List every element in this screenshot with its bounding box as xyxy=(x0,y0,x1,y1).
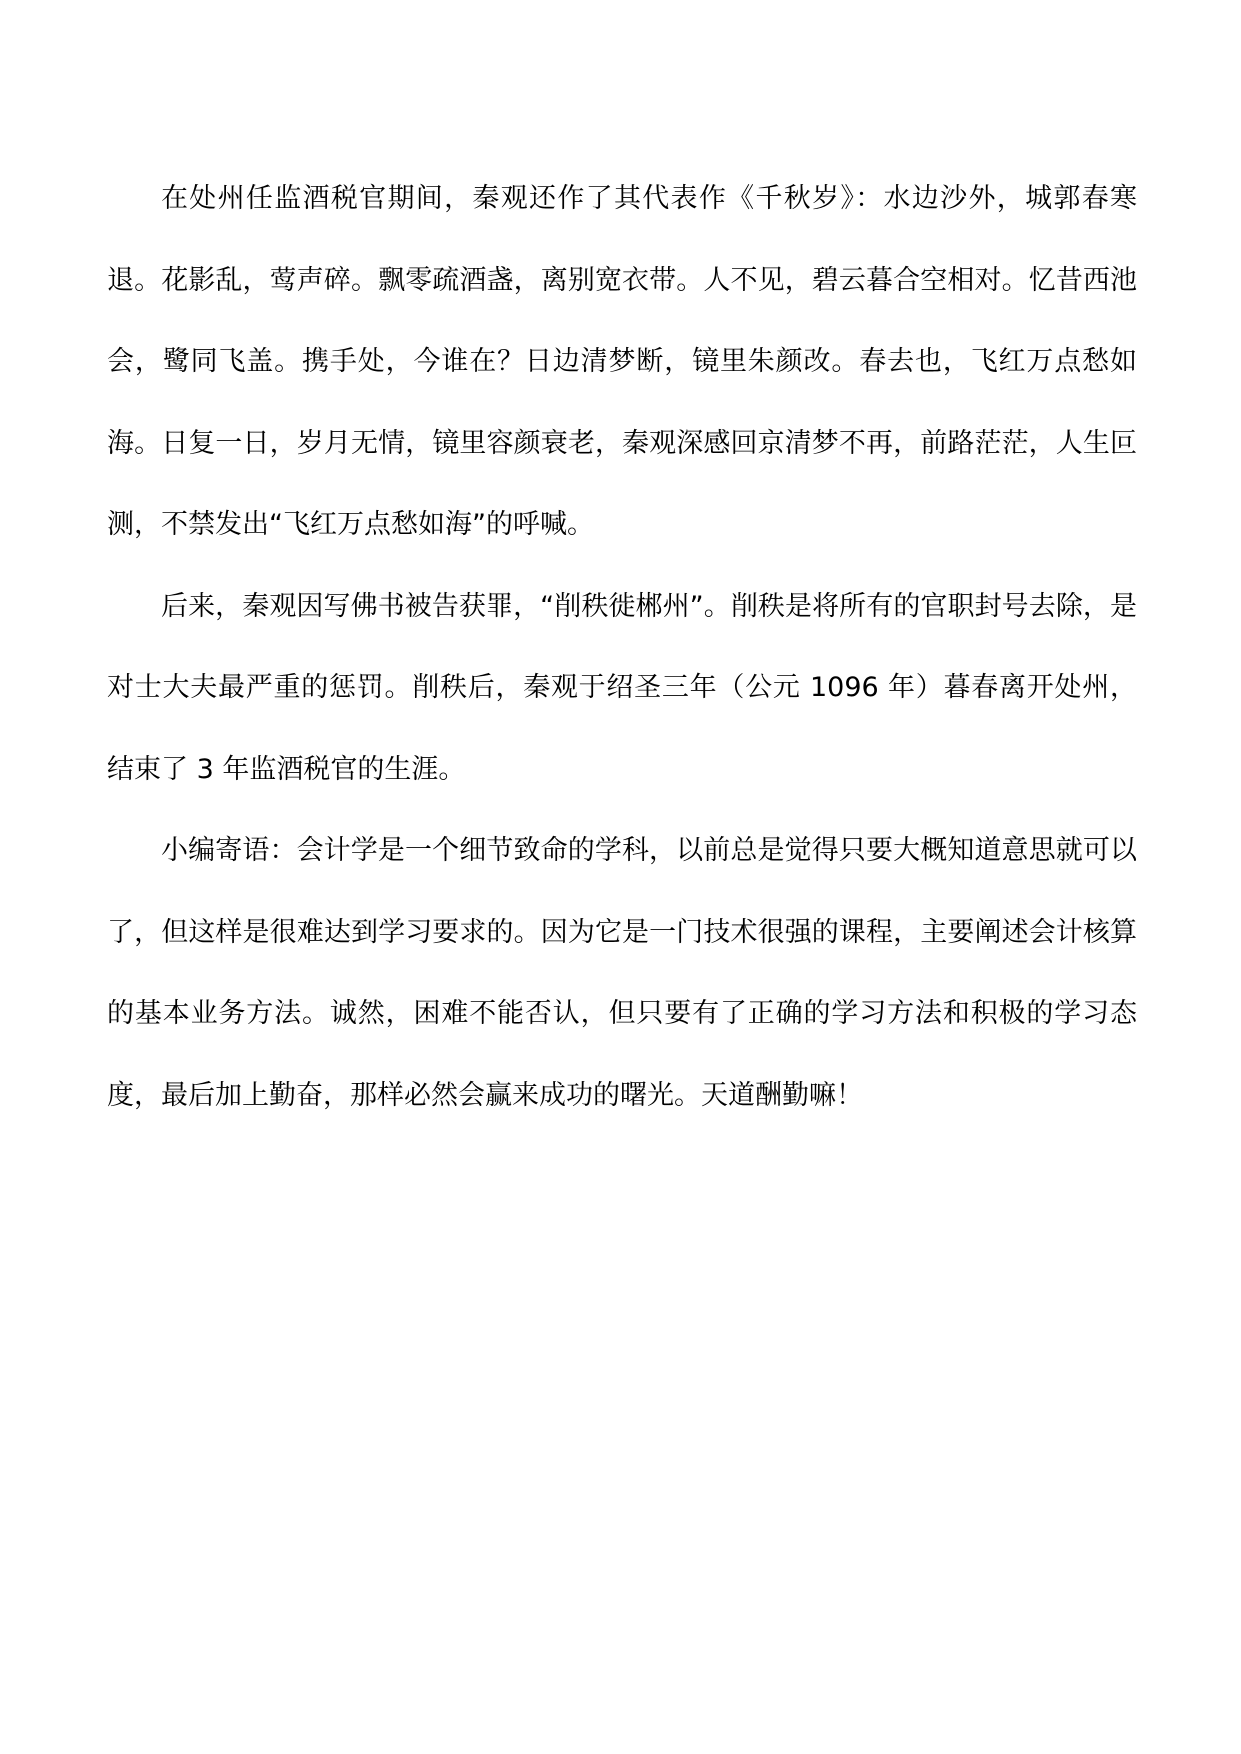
paragraph-editor-note: 小编寄语：会计学是一个细节致命的学科，以前总是觉得只要大概知道意思就可以了，但这样是很难达到学习要求的。因为它是一门技术很强的课程，主要阐述会计核算的基本业务方法。诚然，困难不能否认，但只要有了正确的学习方法和积极的学习态度，最后加上勤奋，那样必然会赢来成功的曙光。天道酬勤嘛！ xyxy=(107,835,1137,1111)
paragraph-qinguan-poem: 在处州任监酒税官期间，秦观还作了其代表作《千秋岁》：水边沙外，城郭春寒退。花影乱，莺声碎。飘零疏酒盏，离别宽衣带。人不见，碧云暮合空相对。忆昔西池会，鹭同飞盖。携手处，今谁在？日边清梦断，镜里朱颜改。春去也，飞红万点愁如海。日复一日，岁月无情，镜里容颜衰老，秦观深感回京清梦不再，前路茫茫，人生叵测，不禁发出“飞红万点愁如海”的呼喊。 xyxy=(107,183,1137,540)
document-body xyxy=(107,158,1137,1136)
paragraph-qinguan-demotion: 后来，秦观因写佛书被告获罪，“削秩徙郴州”。削秩是将所有的官职封号去除，是对士大夫最严重的惩罚。削秩后，秦观于绍圣三年（公元 1096 年）暮春离开处州，结束了 3 年监酒税官的生涯。 xyxy=(107,590,1137,785)
